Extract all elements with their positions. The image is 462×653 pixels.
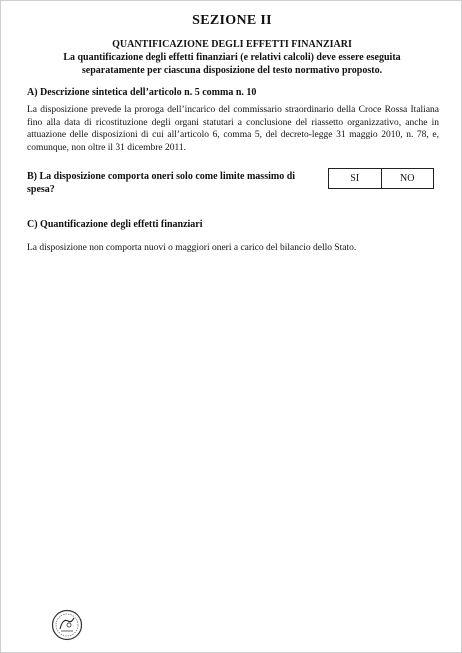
instruction-note: La quantificazione degli effetti finanziari (e relativi calcoli) deve essere eseguita separatamente per ciascuna disposizione del testo normativo proposto. [63,52,401,76]
si-no-box [328,168,434,189]
section-a-body: La disposizione prevede la proroga dell’incarico del commissario straordinario della Croce Rossa Italiana fino alla data di ricostituzione degli organi statutari a conclusione del riassetto organizzativo, anche in attuazione delle disposizioni di cui all’articolo 6, comma 5, del decreto-legge 31 maggio 2010, n. 78, e, comunque, non oltre il 31 dicembre 2011. [27,105,439,153]
option-si: SI [350,173,360,184]
section-c-body: La disposizione non comporta nuovi o maggiori oneri a carico del bilancio dello Stato. [27,243,357,253]
section-subtitle: QUANTIFICAZIONE DEGLI EFFETTI FINANZIARI [112,39,352,50]
section-b-heading: B) La disposizione comporta oneri solo come limite massimo di spesa? [27,171,296,195]
official-stamp-icon [51,609,83,641]
section-c-heading: C) Quantificazione degli effetti finanziari [27,219,203,230]
option-no: NO [381,169,434,188]
section-a-heading: A) Descrizione sintetica dell’articolo n. 5 comma n. 10 [27,87,257,98]
section-title: SEZIONE II [192,13,272,28]
